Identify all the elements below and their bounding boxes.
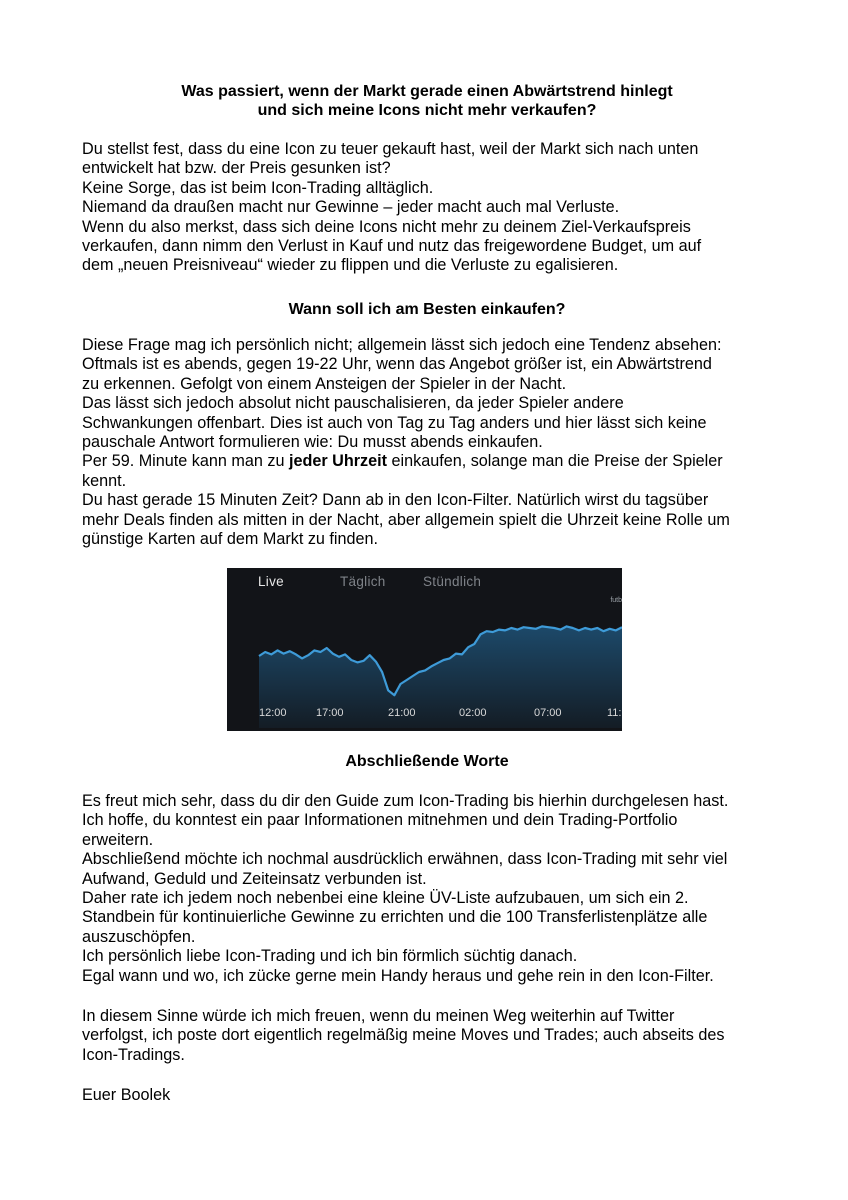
text-line: In diesem Sinne würde ich mich freuen, wenn du meinen Weg weiterhin auf Twitter [82, 1007, 675, 1025]
section-heading-downtrend [82, 82, 772, 120]
x-tick-label: 12:00 [259, 707, 287, 719]
text-line: Du stellst fest, dass du eine Icon zu teuer gekauft hast, weil der Markt sich nach unten [82, 140, 699, 158]
paragraph-when-to-buy [82, 336, 772, 549]
chart-brand-logo: futb [610, 597, 622, 604]
text-line-with-bold [82, 452, 772, 471]
text-line: Aufwand, Geduld und Zeiteinsatz verbunden ist. [82, 869, 427, 888]
text-line: entwickelt hat bzw. der Preis gesunken ist? [82, 159, 391, 178]
text-line: Du hast gerade 15 Minuten Zeit? Dann ab in den Icon-Filter. Natürlich wirst du tagsüber [82, 491, 709, 510]
text-line: verfolgst, ich poste dort eigentlich regelmäßig meine Moves und Trades; auch abseits des [82, 1026, 725, 1045]
x-tick-label: 21:00 [388, 707, 416, 719]
section-heading-when-to-buy [82, 300, 772, 319]
text-line: Niemand da draußen macht nur Gewinne – jeder macht auch mal Verluste. [82, 198, 620, 217]
x-tick-label: 11: [607, 707, 622, 719]
heading-line: Abschließende Worte [345, 753, 509, 770]
text-line: Keine Sorge, das ist beim Icon-Trading alltäglich. [82, 178, 434, 197]
paragraph-closing [82, 792, 772, 986]
x-tick-label: 02:00 [459, 707, 487, 719]
text-line: Ich persönlich liebe Icon-Trading und ich bin förmlich süchtig danach. [82, 947, 578, 966]
text-line: Icon-Tradings. [82, 1045, 185, 1064]
text-line: dem „neuen Preisniveau“ wieder zu flippen und die Verluste zu egalisieren. [82, 256, 619, 275]
text-line: Daher rate ich jedem noch nebenbei eine kleine ÜV-Liste aufzubauen, um sich ein 2. [82, 889, 689, 908]
text-line: Schwankungen offenbart. Dies ist auch von Tag zu Tag anders und hier lässt sich keine [82, 413, 707, 432]
text-line: Ich hoffe, du konntest ein paar Informationen mitnehmen und dein Trading-Portfolio [82, 811, 678, 830]
text-line: verkaufen, dann nimm den Verlust in Kauf und nutz das freigewordene Budget, um auf [82, 237, 702, 256]
bold-text: jeder Uhrzeit [288, 452, 388, 471]
text-line: Das lässt sich jedoch absolut nicht pauschalisieren, da jeder Spieler andere [82, 394, 624, 413]
text-line: Standbein für kontinuierliche Gewinne zu errichten und die 100 Transferlistenplätze alle [82, 908, 708, 927]
text-line: zu erkennen. Gefolgt von einem Ansteigen der Spieler in der Nacht. [82, 374, 567, 393]
text-line: günstige Karten auf dem Markt zu finden. [82, 530, 379, 549]
x-tick-label: 17:00 [316, 707, 344, 719]
chart-tab-hourly[interactable]: Stündlich [423, 574, 482, 589]
chart-area-fill [259, 626, 622, 728]
chart-tab-live[interactable]: Live [258, 574, 284, 589]
heading-line: Wann soll ich am Besten einkaufen? [288, 301, 566, 318]
heading-line: und sich meine Icons nicht mehr verkaufen? [257, 102, 597, 119]
heading-line: Was passiert, wenn der Markt gerade einen Abwärtstrend hinlegt [181, 83, 673, 100]
price-chart [227, 568, 622, 731]
text-line: kennt. [82, 471, 127, 490]
text-line: Diese Frage mag ich persönlich nicht; allgemein lässt sich jedoch eine Tendenz absehen: [82, 336, 722, 354]
signature [82, 1086, 772, 1105]
text-line: Abschließend möchte ich nochmal ausdrücklich erwähnen, dass Icon-Trading mit sehr viel [82, 850, 728, 869]
text-line: Oftmals ist es abends, gegen 19-22 Uhr, wenn das Angebot größer ist, ein Abwärtstrend [82, 355, 712, 374]
paragraph-downtrend [82, 140, 772, 276]
chart-tab-daily[interactable]: Täglich [340, 574, 386, 589]
paragraph-twitter [82, 1007, 772, 1065]
text-run: einkaufen, solange man die Preise der Spieler [387, 452, 723, 471]
signature-text: Euer Boolek [82, 1086, 171, 1104]
x-tick-label: 07:00 [534, 707, 562, 719]
text-line: pauschale Antwort formulieren wie: Du musst abends einkaufen. [82, 433, 543, 452]
text-line: Egal wann und wo, ich zücke gerne mein Handy heraus und gehe rein in den Icon-Filter. [82, 966, 714, 985]
text-line: Es freut mich sehr, dass du dir den Guide zum Icon-Trading bis hierhin durchgelesen hast. [82, 792, 729, 810]
text-line: mehr Deals finden als mitten in der Nacht, aber allgemein spielt die Uhrzeit keine Rolle um [82, 510, 730, 529]
section-heading-closing [82, 752, 772, 771]
text-line: erweitern. [82, 830, 154, 849]
text-run: Per 59. Minute kann man zu [82, 452, 289, 471]
text-line: auszuschöpfen. [82, 927, 196, 946]
text-line: Wenn du also merkst, dass sich deine Icons nicht mehr zu deinem Ziel-Verkaufspreis [82, 217, 691, 236]
